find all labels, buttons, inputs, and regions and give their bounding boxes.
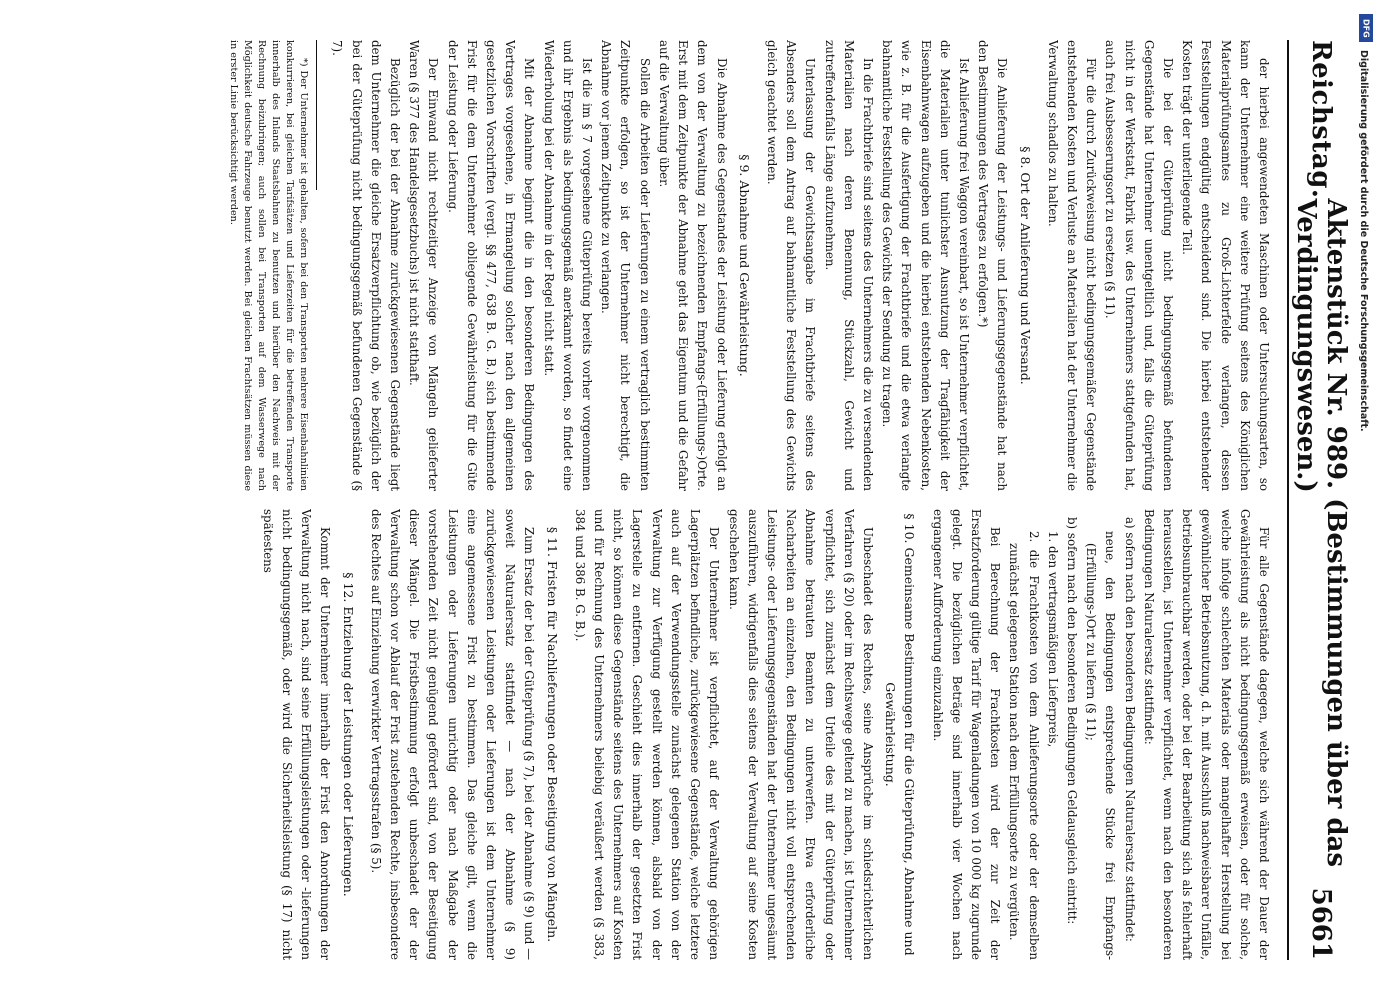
- digitization-note: Digitalisierung gefördert durch die Deutsche Forschungsgemeinschaft.: [1358, 50, 1369, 432]
- page-number: 5661: [1306, 887, 1336, 960]
- paragraph: Die Anlieferung der Leistungs- und Lieferungsgegenstände hat nach den Bestimmungen des Vertrages zu erfolgen.*): [976, 40, 1010, 491]
- header-left: Reichstag.: [1306, 40, 1336, 199]
- column-left: [40, 40, 1273, 491]
- section-heading: § 10. Gemeinsame Bestimmungen für die Güteprüfung, Abnahme und Gewährleistung.: [883, 513, 918, 956]
- column-right: [40, 509, 1273, 960]
- section-heading: § 8. Ort der Anlieferung und Versand.: [1017, 146, 1033, 385]
- paragraph: neue, den Bedingungen entsprechende Stücke frei Empfangs-(Erfüllungs-)Ort zu liefern (§ 11);: [1084, 531, 1118, 960]
- footnote: *) Der Unternehmer ist gehalten, sofern bei den Transporten mehrere Eisenbahnlinien konkurrieren, bei gleichen Tarifsätzen und Lieferzeiten für die betreffenden Transporte innerhalb des Inlands Staatsbahnen zu benutzen und hierüber den Nachweis mit der Rechnung beizubringen; auch sollen bei Transporten auf dem Wasserwege nach Möglichkeit deutsche Fahrzeuge benutzt werden. Bei gleichen Frachtsätzen müssen diese in erster Linie berücksichtigt werden.: [228, 40, 310, 491]
- paragraph: Ist die im § 7 vorgesehene Güteprüfung bereits vorher vorgenommen und ihr Ergebnis als bedingungsgemäß anerkannt worden, so findet eine Wiederholung bei der Abnahme in der Regel nicht statt.: [541, 40, 595, 491]
- paragraph: In die Frachtbriefe sind seitens des Unternehmers die zu versendenden Materialien nach deren Benennung, Stückzahl, Gewicht und zutreffendenfalls Länge aufzunehmen.: [822, 40, 875, 491]
- paragraph: Für alle Gegenstände dagegen, welche sich während der Dauer der Gewährleistung als nicht bedingungsgemäß erweisen, oder für solche, welche infolge schlechten Materials oder mangelhafter Herstellung bei gewöhnlicher Betriebsnutzung, d. h. mit Ausschluß nachweisbarer Unfälle, betriebsunbrauchbar werden, oder bei der Bearbeitung sich als fehlerhaft herausstellen, ist Unternehmer verpflichtet, wenn nach den besonderen Bedingungen Naturalersatz stattfindet:: [1141, 509, 1271, 960]
- paragraph: Kommt der Unternehmer innerhalb der Frist den Anordnungen der Verwaltung nicht nach, sind seine Erfüllungsleistungen oder -lieferungen nicht bedingungsgemäß, oder wird die Sicherheitsleistung (§ 17) nicht spätestens: [260, 509, 333, 960]
- paragraph: Die Abnahme des Gegenstandes der Leistung oder Lieferung erfolgt an dem von der Verwaltung zu bezeichnenden Empfangs-(Erfüllungs-)Orte. Erst mit dem Zeitpunkte der Abnahme geht das Eigentum und die Gefahr auf die Verwaltung über.: [656, 40, 729, 491]
- paragraph: 1. den vertragsmäßigen Lieferpreis,: [1045, 531, 1060, 748]
- section-heading: § 11. Fristen für Nachlieferungen oder Beseitigung von Mängeln.: [544, 526, 560, 943]
- paragraph: Unbeschadet des Rechtes, seine Ansprüche im schiedsrichterlichen Verfahren (§ 20) oder im Rechtswege geltend zu machen, ist Unternehmer verpflichtet, sich zunächst dem Urteile des mit der Güteprüfung oder Abnahme betrauten Beamten zu unterwerfen. Etwa erforderliche Nacharbeiten an einzelnen, den Bedingungen nicht voll entsprechenden Leistungs- oder Lieferungsgegenständen hat der Unternehmer ungesäumt auszuführen, widrigenfalls dies seitens der Verwaltung auf seine Kosten geschehen kann.: [726, 509, 875, 960]
- paragraph: b) sofern nach den besonderen Bedingungen Geldausgleich eintritt:: [1064, 517, 1079, 925]
- paragraph: Sollen die Arbeiten oder Lieferungen zu einem vertraglich bestimmten Zeitpunkte erfolgen, so ist der Unternehmer nicht berechtigt, die Abnahme vor jenem Zeitpunkte zu verlangen.: [599, 40, 652, 491]
- section-heading: § 9. Abnahme und Gewährleistung.: [736, 154, 752, 377]
- page-header: [1291, 40, 1351, 960]
- paragraph: Mit der Abnahme beginnt die in den besonderen Bedingungen des Vertrages vorgesehene, in Ermangelung solcher nach den allgemeinen gesetzlichen Vorschriften (vergl. §§ 477, 638 B. G. B.) sich bestimmende Frist für die dem Unternehmer obliegende Gewährleistung für die Güte der Leistung oder Lieferung.: [445, 40, 537, 491]
- paragraph: Für die durch Zurückweisung nicht bedingungsgemäßer Gegenstände entstehenden Kosten und Verluste an Materialien hat der Unternehmer die Verwaltung schadlos zu halten.: [1045, 40, 1099, 491]
- paragraph: Ist Anlieferung frei Waggon vereinbart, so ist Unternehmer verpflichtet, die Materialien unter tunlichster Ausnutzung der Tragfähigkeit der Eisenbahnwagen aufzugeben und die hierbei entstehenden Nebenkosten, wie z. B. für die Ausfertigung der Frachtbriefe und die etwa verlangte bahnamtliche Feststellung des Gewichts der Sendung zu tragen.: [880, 40, 971, 491]
- paragraph: Unterlassung der Gewichtsangabe im Frachtbriefe seitens des Absenders soll dem Antrag auf bahnamtliche Feststellung des Gewichts gleich geachtet werden.: [764, 40, 818, 491]
- dfg-logo-icon: DFG: [1359, 14, 1373, 42]
- paragraph: Der Unternehmer ist verpflichtet, auf der Verwaltung gehörigen Lagerplätzen befindliche, zurückgewiesene Gegenstände, welche letztere auch auf der Verwendungsstelle zunächst gelegenen Station von der Verwaltung zur Verfügung gestellt werden können, alsbald von der Lagerstelle zu entfernen. Geschieht dies innerhalb der gesetzten Frist nicht, so können diese Gegenstände seitens des Unternehmers auf Kosten und für Rechnung des Unternehmers beliebig veräußert werden (§ 383, 384 und 386 B. G. B.).: [572, 509, 722, 960]
- digitization-mark: [1356, 8, 1378, 992]
- paragraph: Bezüglich der bei der Abnahme zurückgewiesenen Gegenstände liegt dem Unternehmer die gleiche Ersatzverpflichtung ob, wie bezüglich der bei der Güteprüfung nicht bedingungsgemäß befundenen Gegenstände (§ 7).: [330, 40, 403, 491]
- header-rule: [1287, 40, 1289, 960]
- paragraph: a) sofern nach den besonderen Bedingungen Naturalersatz stattfindet:: [1122, 517, 1137, 942]
- footnote-rule: [316, 40, 317, 190]
- paragraph: Die bei der Güteprüfung nicht bedingungsgemäß befundenen Gegenstände hat Unternehmer unentgeltlich und, falls die Güteprüfung nicht in der Werkstatt, Fabrik usw. des Unternehmers stattgefunden hat, auch frei Ausbesserungsort zu ersetzen (§ 11).: [1103, 40, 1175, 491]
- text-columns: [40, 40, 1273, 960]
- paragraph: Bei Berechnung der Frachtkosten wird der zur Zeit der Ersatzforderung gültige Tarif für Wagenladungen von 10 000 kg zugrunde gelegt. Die bezüglichen Beträge sind innerhalb vier Wochen nach ergangener Aufforderung einzuzahlen.: [930, 509, 1003, 960]
- paragraph: 2. die Frachtkosten von dem Anlieferungsorte oder der demselben zunächst gelegenen Station nach dem Erfüllungsorte zu vergüten.: [1007, 531, 1041, 960]
- section-heading: § 12. Entziehung der Leistungen oder Lieferungen.: [340, 572, 356, 897]
- paragraph: der hierbei angewendeten Maschinen oder Untersuchungsarten, so kann der Unternehmer eine weitere Prüfung seitens des Königlichen Materialprüfungsamtes zu Groß-Lichterfelde verlangen, dessen Feststellungen endgültig entscheidend sind. Die hierbei entstehender Kosten trägt der unterliegende Teil.: [1180, 40, 1271, 491]
- header-title: Aktenstück Nr. 989. (Bestimmungen über das Verdingungswesen.): [1291, 198, 1351, 868]
- paragraph: Zum Ersatz der bei der Güteprüfung (§ 7), bei der Abnahme (§ 9) und — soweit Naturalersatz stattfindet — nach der Abnahme (§ 9) zurückgewiesenen Leistungen oder Lieferungen ist dem Unternehmer eine angemessene Frist zu bestimmen. Das gleiche gilt, wenn die Leistungen oder Lieferungen unrichtig oder nach Maßgabe der vorstehenden Zeit nicht genügend gefördert sind, von der Beseitigung dieser Mängel. Die Fristbestimmung erfolgt unbeschadet der der Verwaltung schon vor Ablauf der Frist zustehenden Rechte, insbesondere des Rechtes auf Einziehung verwirkter Vertragsstrafen (§ 5).: [368, 509, 537, 960]
- paragraph: Der Einwand nicht rechtzeitiger Anzeige von Mängeln gelieferter Waren (§ 377 des Handelsgesetzbuchs) ist nicht statthaft.: [407, 40, 441, 491]
